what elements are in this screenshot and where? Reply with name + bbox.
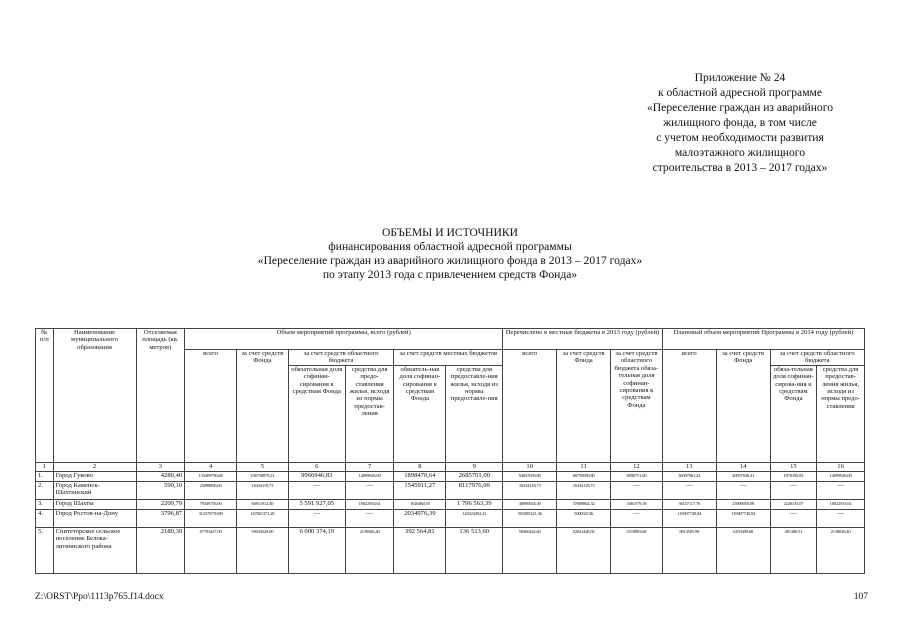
table-row	[36, 471, 865, 481]
cell-reg-extra: 14099926,00	[345, 471, 394, 481]
column-number: 13	[662, 462, 716, 471]
cell-total: 67703427,00	[185, 527, 237, 573]
appendix-block	[610, 70, 870, 175]
column-number: 11	[557, 462, 611, 471]
table-row	[36, 509, 865, 527]
column-number: 10	[503, 462, 557, 471]
cell-pl-total: 36157117,76	[662, 499, 716, 509]
cell-tr-fund: 86759090,80	[557, 471, 611, 481]
column-number: 9	[446, 462, 503, 471]
cell-pl-total: 116907749,84	[662, 509, 716, 527]
header-num: № п/п	[36, 329, 54, 463]
appendix-line: малоэтажного жилищного	[674, 146, 806, 159]
column-number: 3	[136, 462, 185, 471]
cell-total: 25098890,60	[185, 481, 237, 499]
cell-fund: 167001371,20	[236, 509, 288, 527]
cell-loc-mandatory: 2034976,39	[394, 509, 446, 527]
title-line: ОБЪЕМЫ И ИСТОЧНИКИ	[382, 226, 518, 239]
cell-fund: 106758879,21	[236, 471, 288, 481]
cell-pl-mandatory: —	[770, 509, 817, 527]
cell-reg-extra: —	[345, 481, 394, 499]
cell-loc-extra: 1 796 563,39	[446, 499, 503, 509]
cell-tr-fund: 500032136	[557, 509, 611, 527]
cell-loc-mandatory: 1898470,64	[394, 471, 446, 481]
cell-total: 79349756,00	[185, 499, 237, 509]
cell-pl-extra: —	[817, 509, 865, 527]
cell-pl-fund: 20057848,41	[716, 471, 770, 481]
header-local: за счет средств местных бюджетов	[394, 350, 503, 366]
cell-fund: 59034528,00	[236, 527, 288, 573]
cell-name: Город Гуково	[53, 471, 136, 481]
column-number: 1	[36, 462, 54, 471]
column-number: 15	[770, 462, 817, 471]
cell-loc-extra: 143324392,21	[446, 509, 503, 527]
column-number: 14	[716, 462, 770, 471]
cell-loc-extra: 8117976,00	[446, 481, 503, 499]
cell-total: 312370739,80	[185, 509, 237, 527]
cell-tr-regional: —	[611, 509, 663, 527]
cell-tr-fund: 37008862,32	[557, 499, 611, 509]
cell-area: 2209,79	[136, 499, 185, 509]
cell-tr-regional: 3361579,18	[611, 499, 663, 509]
cell-pl-mandatory: —	[770, 481, 817, 499]
cell-pl-fund: 6193499,68	[716, 527, 770, 573]
appendix-line: с учетом необходимости развития	[656, 131, 824, 144]
appendix-line: жилищного фонда, в том числе	[663, 116, 817, 129]
cell-pl-extra: 10022933,61	[817, 499, 865, 509]
header-reg-mandatory: обязательная доля софинан-сирования к средствам Фонда	[288, 365, 345, 462]
table-row	[36, 481, 865, 499]
cell-loc-mandatory: 392 564,81	[394, 527, 446, 573]
cell-tr-regional: 5518993,68	[611, 527, 663, 573]
column-number: 5	[236, 462, 288, 471]
header-pl-fund: за счет средств Фонда	[716, 350, 770, 463]
cell-loc-extra: 136 513,60	[446, 527, 503, 573]
cell-tr-fund: 52841428,92	[557, 527, 611, 573]
header-reg-extra: средства для предо-ставления жилья, исходя из нормы предостав-ления	[345, 365, 394, 462]
header-pl-extra: средства для предостав-ления жилья, исходя из нормы предо-ставления	[817, 365, 865, 462]
funding-table	[35, 328, 865, 574]
column-number: 4	[185, 462, 237, 471]
header-fund: за счет средств Фонда	[236, 350, 288, 463]
header-area: Отселяемая площадь (кв. метров)	[136, 329, 185, 463]
cell-pl-extra: 14099926,00	[817, 471, 865, 481]
cell-pl-total: —	[662, 481, 716, 499]
column-number: 16	[817, 462, 865, 471]
cell-pl-extra: —	[817, 481, 865, 499]
cell-pl-total: 36007961,24	[662, 471, 716, 481]
cell-reg-mandatory: —	[288, 509, 345, 527]
header-pl-regional: за счет средств областного бюджета	[770, 350, 864, 366]
cell-reg-extra: 2139926,40	[345, 527, 394, 573]
header-tr-total: всего	[503, 350, 557, 463]
header-total: всего	[185, 350, 237, 463]
cell-tr-total: 16334118,73	[503, 481, 557, 499]
cell-reg-mandatory: —	[288, 481, 345, 499]
cell-tr-total: 40890654,30	[503, 499, 557, 509]
column-number: 8	[394, 462, 446, 471]
cell-num: 3.	[36, 499, 54, 509]
cell-pl-fund: —	[716, 481, 770, 499]
column-number-row	[36, 462, 865, 471]
cell-name: Город Шахты	[53, 499, 136, 509]
header-name: Наименование муниципального образования	[53, 329, 136, 463]
cell-num: 5.	[36, 527, 54, 573]
header-volume: Объем мероприятий программы, всего (рублей)	[185, 329, 503, 350]
cell-pl-extra: 2138026,40	[817, 527, 865, 573]
cell-num: 2.	[36, 481, 54, 499]
cell-loc-mandatory: 1545911,27	[394, 481, 446, 499]
cell-pl-fund: 116907749,84	[716, 509, 770, 527]
cell-name: Спитеторское сельское поселение Белока-литвинского района	[53, 527, 136, 573]
column-number: 7	[345, 462, 394, 471]
cell-total: 135409796,68	[185, 471, 237, 481]
appendix-line: строительства в 2013 – 2017 годах»	[652, 161, 828, 174]
header-loc-extra: средства для предоставле-ния жилья, исходя из нормы предоставле-ния	[446, 365, 503, 462]
cell-fund: 60911912,40	[236, 499, 288, 509]
header-pl-mandatory: обяза-тельная доля софинан-сирова-ния к средствам Фонда	[770, 365, 817, 462]
table-row	[36, 527, 865, 573]
cell-pl-total: 8813505,99	[662, 527, 716, 573]
column-number: 2	[53, 462, 136, 471]
title-line: финансирования областной адресной программы	[328, 240, 572, 253]
header-transferred: Перечислено в местные бюджеты в 2013 году (рублей)	[503, 329, 663, 350]
column-number: 6	[288, 462, 345, 471]
cell-reg-mandatory: 9966946,83	[288, 471, 345, 481]
cell-tr-total: 501085321,36	[503, 509, 557, 527]
header-loc-mandatory: обязатель-ная доля софинан-сирования к средствам Фонда	[394, 365, 446, 462]
document-title	[150, 226, 750, 282]
cell-num: 4.	[36, 509, 54, 527]
cell-tr-total: 94847659,80	[503, 471, 557, 481]
cell-area: 590,10	[136, 481, 185, 499]
header-planned: Плановый объем мероприятий Программы в 2014 году (рублей)	[662, 329, 864, 350]
cell-pl-mandatory: 481380,51	[770, 527, 817, 573]
cell-tr-total: 58360422,60	[503, 527, 557, 573]
cell-num: 1.	[36, 471, 54, 481]
header-pl-total: всего	[662, 350, 716, 463]
header-regional: за счет средств областного бюджета	[288, 350, 394, 366]
cell-name: Город Ростов-на-Дону	[53, 509, 136, 527]
title-line: «Переселение граждан из аварийного жилищного фонда в 2013 – 2017 годах»	[257, 254, 643, 267]
cell-tr-fund: 16334118,73	[557, 481, 611, 499]
appendix-line: Приложение № 24	[694, 71, 786, 84]
cell-reg-mandatory: 5 591 927,05	[288, 499, 345, 509]
cell-area: 4280,40	[136, 471, 185, 481]
footer-page-number: 107	[853, 592, 868, 602]
footer-file-path: Z:\ORST\Ppo\1113p765.f14.docx	[35, 592, 164, 602]
cell-area: 3796,87	[136, 509, 185, 527]
cell-loc-extra: 2685701,00	[446, 471, 503, 481]
header-tr-fund: за счет средств Фонда	[557, 350, 611, 463]
cell-tr-regional: —	[611, 481, 663, 499]
cell-pl-mandatory: 2226135,07	[770, 499, 817, 509]
cell-reg-mandatory: 6 000 374,19	[288, 527, 345, 573]
cell-area: 2180,30	[136, 527, 185, 573]
header-tr-regional: за счет средств областного бюджета обяза-тельная доля софинан-сирования к средствам Фонда	[611, 350, 663, 463]
cell-reg-extra: 10022933,61	[345, 499, 394, 509]
cell-tr-regional: 8096751,00	[611, 471, 663, 481]
cell-pl-fund: 23908050,08	[716, 499, 770, 509]
cell-fund: 16334118,73	[236, 481, 288, 499]
cell-pl-mandatory: 1870195,83	[770, 471, 817, 481]
appendix-line: «Переселение граждан из аварийного	[647, 101, 833, 114]
cell-name: Город Каменск-Шахтинский	[53, 481, 136, 499]
table-row	[36, 499, 865, 509]
cell-reg-extra: —	[345, 509, 394, 527]
appendix-line: к областной адресной программе	[657, 86, 823, 99]
column-number: 12	[611, 462, 663, 471]
cell-loc-mandatory: 1026460,55	[394, 499, 446, 509]
title-line: по этапу 2013 года с привлечением средств Фонда»	[322, 268, 578, 281]
